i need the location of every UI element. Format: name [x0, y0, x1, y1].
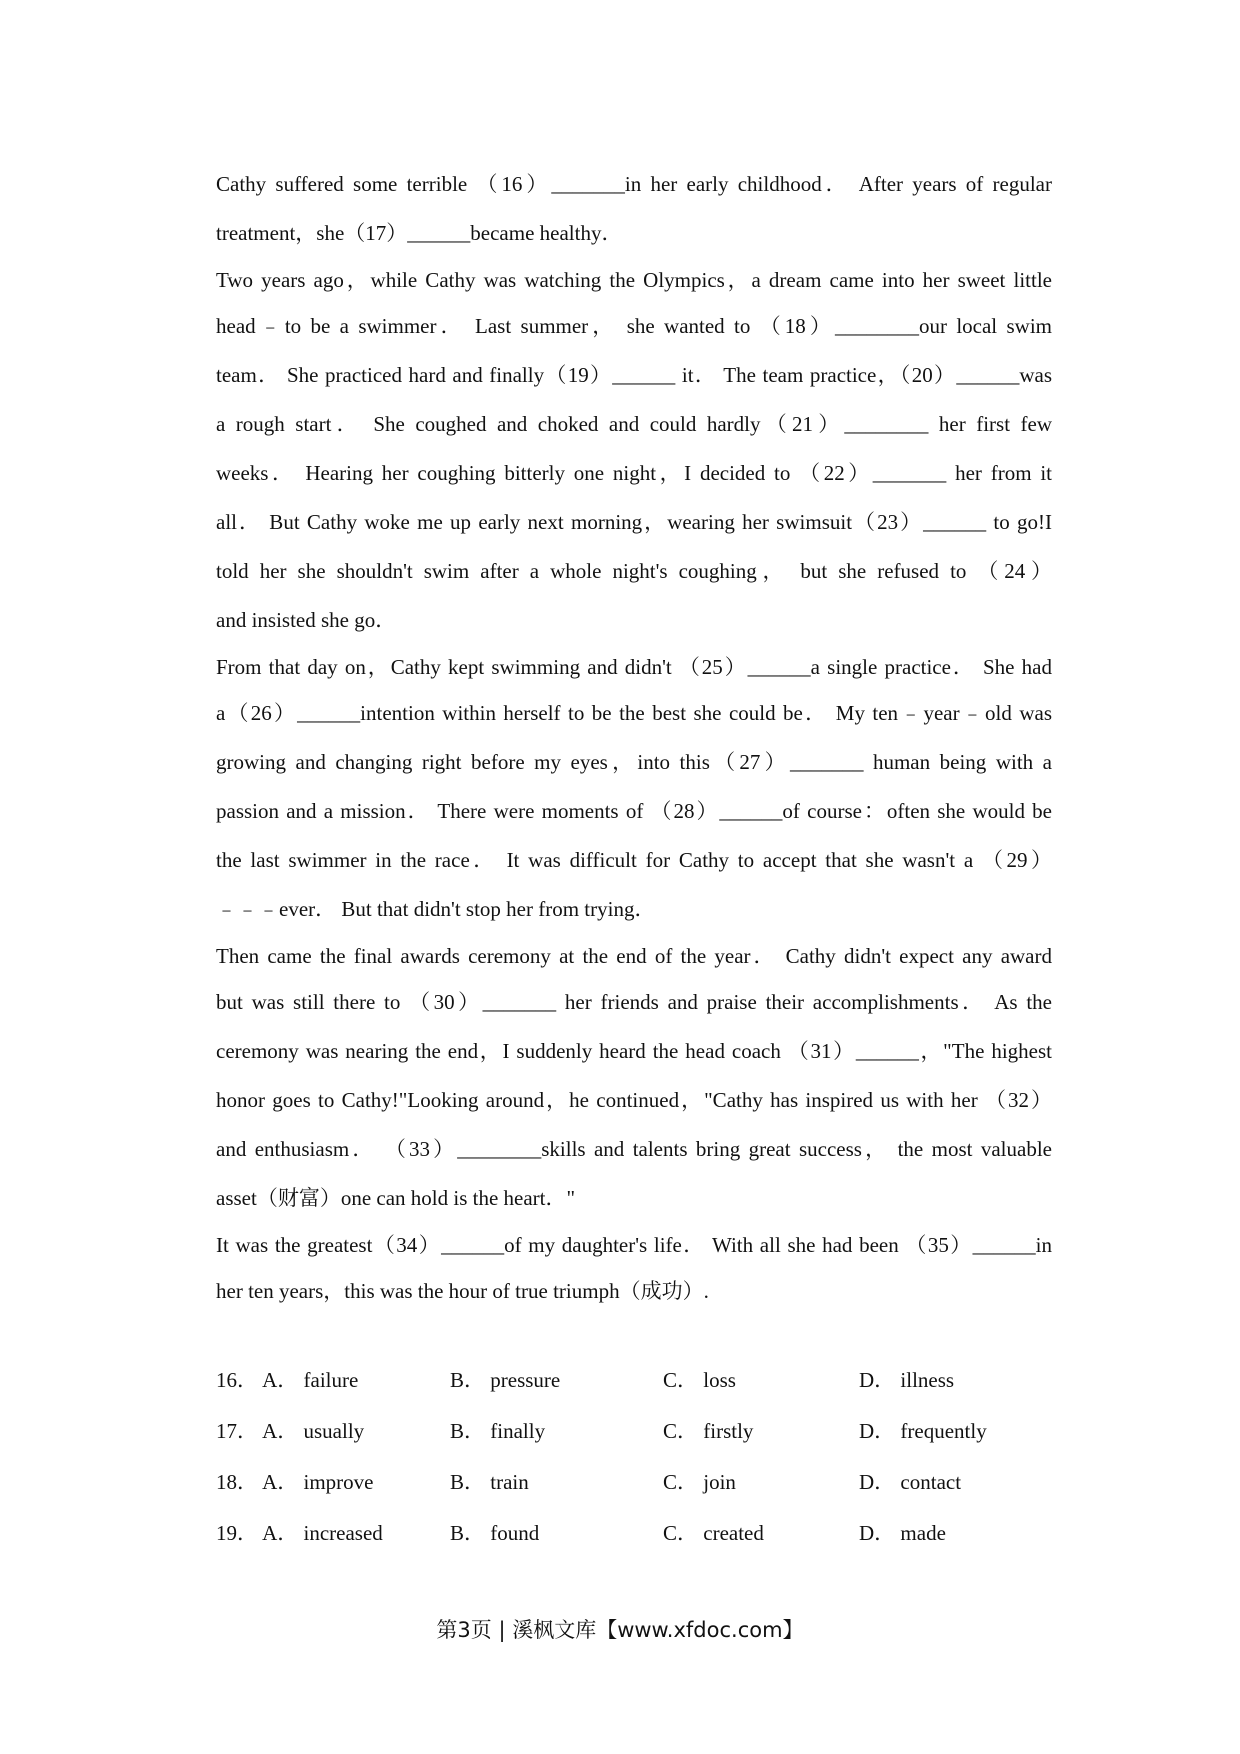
- passage-line: and insisted she go．: [216, 608, 397, 632]
- question-options-row: [216, 1355, 1052, 1406]
- passage-line: From that day on，Cathy kept swimming and didn't （25）______a single practice． She had: [216, 655, 1052, 679]
- option-d: D． contact: [859, 1470, 962, 1494]
- option-d: D． frequently: [859, 1419, 987, 1443]
- passage-line: and enthusiasm． （33）________skills and talents bring great success， the most valuable: [216, 1137, 1052, 1161]
- option-a: 16． A． failure: [216, 1368, 359, 1392]
- option-c: C． loss: [663, 1368, 736, 1392]
- option-c: C． created: [663, 1521, 764, 1545]
- answer-options: [216, 1355, 1052, 1559]
- passage-line: weeks． Hearing her coughing bitterly one night，I decided to （22）_______ her from it: [216, 461, 1052, 485]
- passage-line: treatment，she（17）______became healthy．: [216, 221, 623, 245]
- passage-line: a（26）______intention within herself to be the best she could be． My ten﹣year﹣old was: [216, 701, 1052, 725]
- passage-line: ﹣﹣﹣ever． But that didn't stop her from trying．: [216, 897, 656, 921]
- option-c: C． firstly: [663, 1419, 754, 1443]
- option-b: B． finally: [450, 1419, 546, 1443]
- passage-line: Cathy suffered some terrible （16）_______in her early childhood． After years of regular: [216, 172, 1052, 196]
- question-options-row: [216, 1406, 1052, 1457]
- passage-line: Two years ago，while Cathy was watching the Olympics，a dream came into her sweet little: [216, 268, 1052, 292]
- question-options-row: [216, 1457, 1052, 1508]
- passage-line: but was still there to （30）_______ her friends and praise their accomplishments． As the: [216, 990, 1052, 1014]
- passage-line: a rough start． She coughed and choked and could hardly（21）________ her first few: [216, 412, 1052, 436]
- passage-line: the last swimmer in the race． It was difficult for Cathy to accept that she wasn't a （29）: [216, 848, 1052, 872]
- passage-line: growing and changing right before my eyes，into this（27）_______ human being with a: [216, 750, 1052, 774]
- passage-line: head﹣to be a swimmer． Last summer， she wanted to （18）________our local swim: [216, 314, 1052, 338]
- option-c: C． join: [663, 1470, 736, 1494]
- passage-line: Then came the final awards ceremony at the end of the year． Cathy didn't expect any award: [216, 944, 1052, 968]
- cloze-passage: [216, 160, 1052, 1316]
- passage-line: honor goes to Cathy!"Looking around，he continued，"Cathy has inspired us with her （32）: [216, 1088, 1052, 1112]
- option-b: B． train: [450, 1470, 529, 1494]
- question-options-row: [216, 1508, 1052, 1559]
- option-a: 18． A． improve: [216, 1470, 374, 1494]
- passage-line: passion and a mission． There were moments of （28）______of course：often she would be: [216, 799, 1052, 823]
- option-d: D． illness: [859, 1368, 955, 1392]
- option-a: 19． A． increased: [216, 1521, 383, 1545]
- passage-line: It was the greatest（34）______of my daughter's life． With all she had been （35）______in: [216, 1233, 1052, 1257]
- passage-line: asset（财富）one can hold is the heart．": [216, 1186, 576, 1210]
- passage-line: told her she shouldn't swim after a whole night's coughing， but she refused to （24）: [216, 559, 1052, 583]
- option-b: B． found: [450, 1521, 540, 1545]
- passage-line: team． She practiced hard and finally（19）______ it． The team practice，（20）______was: [216, 363, 1052, 387]
- option-b: B． pressure: [450, 1368, 561, 1392]
- passage-line: her ten years，this was the hour of true triumph（成功）.: [216, 1279, 709, 1303]
- option-d: D． made: [859, 1521, 946, 1545]
- passage-line: all． But Cathy woke me up early next morning，wearing her swimsuit（23）______ to go!I: [216, 510, 1052, 534]
- page-footer: 第3页 | 溪枫文库【www.xfdoc.com】: [436, 1618, 804, 1642]
- option-a: 17． A． usually: [216, 1419, 365, 1443]
- passage-line: ceremony was nearing the end，I suddenly heard the head coach （31）______，"The highest: [216, 1039, 1052, 1063]
